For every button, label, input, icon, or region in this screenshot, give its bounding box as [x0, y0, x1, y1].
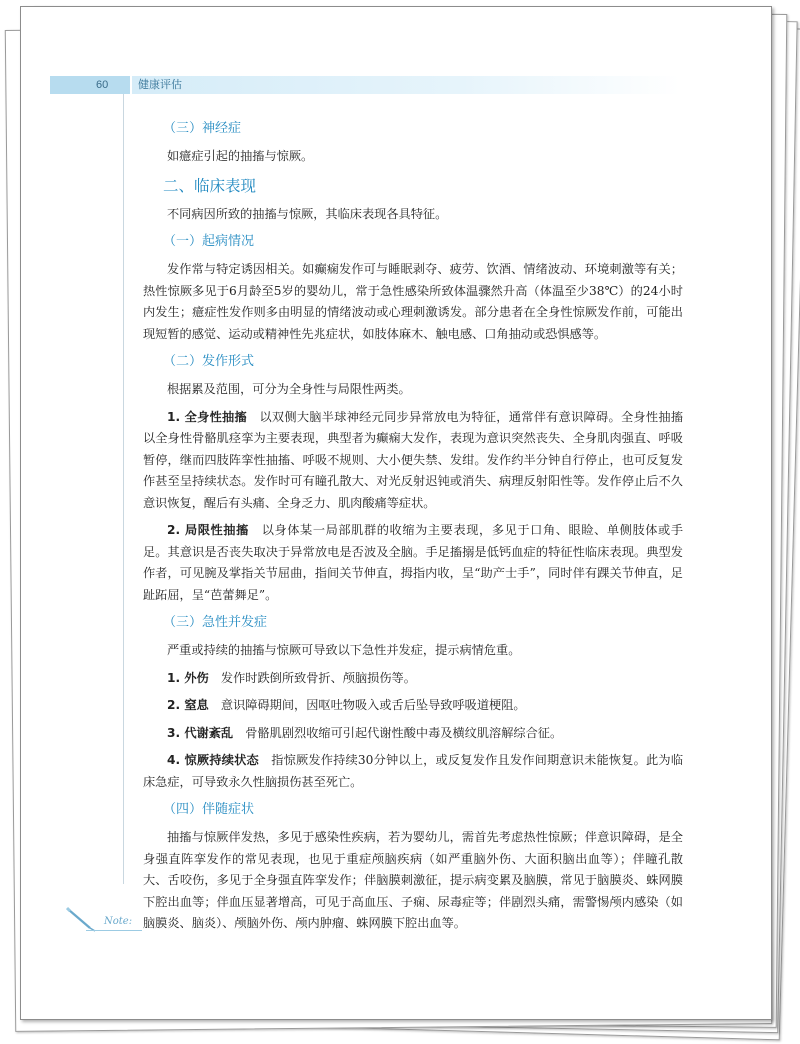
lead-gap — [249, 523, 262, 537]
paragraph: 根据累及范围，可分为全身性与局限性两类。 — [167, 382, 411, 396]
numbered-paragraph — [143, 750, 683, 793]
running-header — [50, 76, 680, 94]
paragraph-lead: 1. 全身性抽搐 — [167, 409, 247, 424]
lead-gap — [247, 410, 259, 424]
paragraph-text: 发作时跌倒所致骨折、颅脑损伤等。 — [220, 670, 416, 685]
page-number: 60 — [50, 76, 130, 94]
paragraph: 如癔症引起的抽搐与惊厥。 — [167, 149, 314, 163]
paragraph-text: 以身体某一局部肌群的收缩为主要表现，多见于口角、眼睑、单侧肢体或手足。其意识是否丧失取决于异常放电是否波及全脑。手足搐搦是低钙血症的特征性临床表现。典型发作者，可见腕及掌指关节屈曲，指间关节伸直，拇指内收，呈“助产士手”，同时伴有踝关节伸直，足趾跖屈，呈“芭蕾舞足”。 — [143, 523, 684, 602]
section-heading: 二、临床表现 — [163, 176, 257, 195]
lead-gap — [209, 671, 221, 685]
paragraph: 发作常与特定诱因相关。如癫痫发作可与睡眠剥夺、疲劳、饮酒、情绪波动、环境刺激等有关；热性惊厥多见于6月龄至5岁的婴幼儿，常于急性感染所致体温骤然升高（体温至少38℃）的24小时内发生；癔症性发作则多由明显的情绪波动或心理刺激诱发。部分患者在全身性惊厥发作前，可能出现短暂的感觉、运动或精神性先兆症状，如肢体麻木、触电感、口角抽动或恐惧感等。 — [143, 262, 683, 341]
subsection-heading: （二）发作形式 — [163, 354, 255, 369]
paragraph-lead: 2. 窒息 — [167, 698, 209, 712]
paragraph: 严重或持续的抽搐与惊厥可导致以下急性并发症，提示病情危重。 — [167, 643, 521, 657]
numbered-paragraph — [143, 695, 683, 717]
paragraph-text: 指惊厥发作持续30分钟以上，或反复发作且发作间期意识未能恢复。此为临床急症，可导致永久性脑损伤甚至死亡。 — [143, 753, 684, 789]
note-area — [66, 906, 136, 932]
note-label: Note: — [104, 916, 133, 927]
paragraph-lead: 3. 代谢紊乱 — [167, 725, 234, 740]
note-underline — [86, 930, 142, 931]
lead-gap — [209, 698, 221, 712]
margin-rule — [123, 94, 124, 884]
running-title: 健康评估 — [130, 76, 680, 94]
paragraph: 抽搐与惊厥伴发热，多见于感染性疾病，若为婴幼儿，需首先考虑热性惊厥；伴意识障碍，是全身强直阵挛发作的常见表现，也见于重症颅脑疾病（如严重脑外伤、大面积脑出血等）；伴瞳孔散大、舌咬伤，多见于全身强直阵挛发作；伴脑膜刺激征，提示病变累及脑膜，常见于脑膜炎、蛛网膜下腔出血等；伴血压显著增高，可见于高血压、子痫、尿毒症等；伴剧烈头痛，需警惕颅内感染（如脑膜炎、脑炎）、颅脑外伤、颅内肿瘤、蛛网膜下腔出血等。 — [143, 830, 683, 930]
subsection-heading: （四）伴随症状 — [163, 802, 255, 817]
numbered-paragraph — [143, 668, 683, 690]
lead-gap — [259, 753, 271, 767]
paragraph-text: 意识障碍期间，因呕吐物吸入或舌后坠导致呼吸道梗阻。 — [220, 698, 526, 712]
numbered-paragraph — [143, 520, 683, 606]
numbered-paragraph — [143, 723, 683, 745]
subsection-heading: （三）神经症 — [163, 121, 242, 136]
page-body — [143, 118, 683, 941]
pencil-icon — [66, 906, 102, 932]
paragraph: 不同病因所致的抽搐与惊厥，其临床表现各具特征。 — [167, 206, 448, 221]
paragraph-text: 骨骼肌剧烈收缩可引起代谢性酸中毒及横纹肌溶解综合征。 — [245, 725, 563, 740]
lead-gap — [233, 726, 245, 740]
paragraph-lead: 2. 局限性抽搐 — [167, 523, 249, 537]
paragraph-lead: 1. 外伤 — [167, 670, 209, 685]
numbered-paragraph — [143, 407, 683, 515]
subsection-heading: （三）急性并发症 — [163, 615, 268, 630]
subsection-heading: （一）起病情况 — [163, 234, 255, 249]
paragraph-lead: 4. 惊厥持续状态 — [167, 753, 259, 767]
paragraph-text: 以双侧大脑半球神经元同步异常放电为特征，通常伴有意识障碍。全身性抽搐以全身性骨骼肌痉挛为主要表现，典型者为癫痫大发作，表现为意识突然丧失、全身肌肉强直、呼吸暂停，继而四肢阵挛性抽搐、呼吸不规则、大小便失禁、发绀。发作约半分钟自行停止，也可反复发作甚至呈持续状态。发作时可有瞳孔散大、对光反射迟钝或消失、病理反射阳性等。发作停止后不久意识恢复，醒后有头痛、全身乏力、肌肉酸痛等症状。 — [143, 409, 684, 510]
